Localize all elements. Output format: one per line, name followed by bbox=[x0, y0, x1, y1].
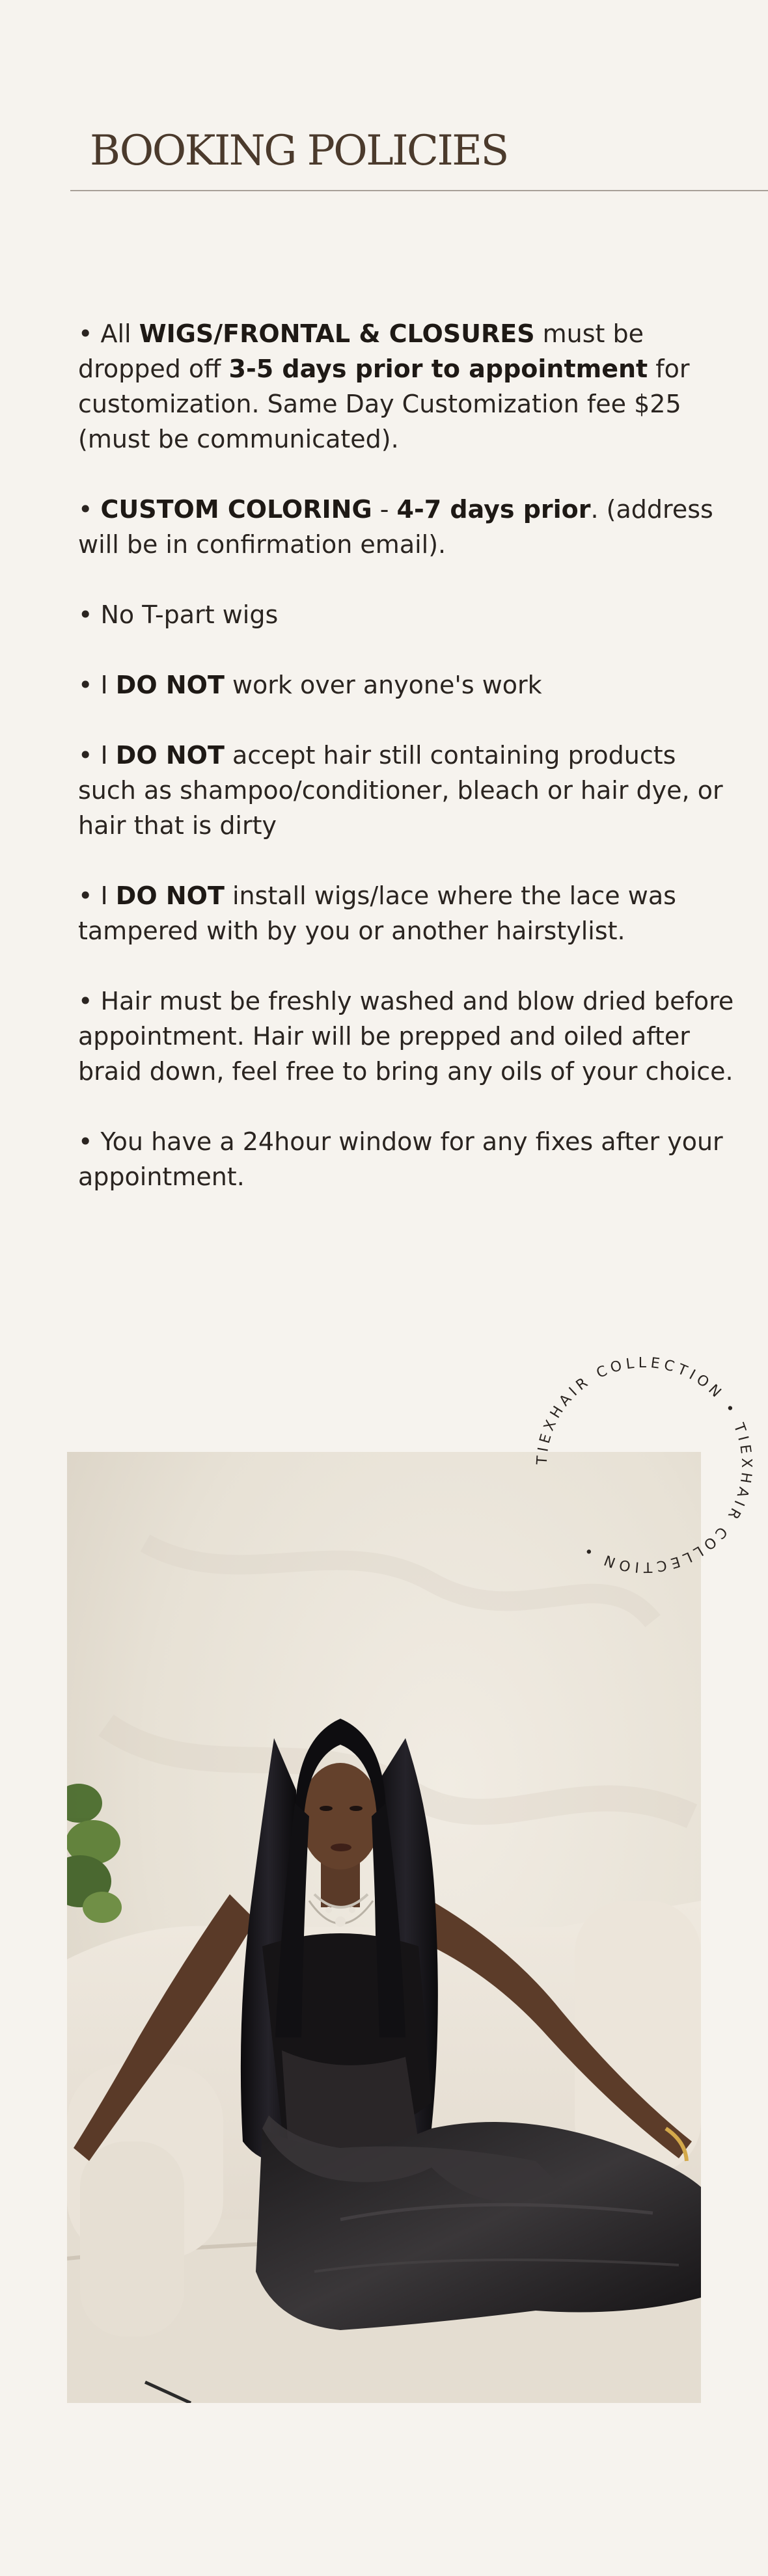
policy-wigs-item bbox=[78, 316, 735, 457]
policy-fixes-item bbox=[78, 1124, 735, 1194]
policy-text-bold: 3-5 days prior to appointment bbox=[228, 355, 648, 383]
policy-text-bold: CUSTOM COLORING bbox=[100, 495, 372, 524]
policy-text: • I bbox=[78, 881, 116, 910]
policy-text: - bbox=[372, 495, 397, 524]
policy-list bbox=[78, 316, 735, 1229]
policy-products-item bbox=[78, 738, 735, 843]
policy-t-part-item bbox=[78, 597, 735, 632]
policy-text: install wigs/lace where the lace was tampered with by you or another hairstylist. bbox=[78, 881, 676, 945]
policy-coloring-item bbox=[78, 492, 735, 562]
policy-text-bold: DO NOT bbox=[115, 671, 225, 699]
policy-text: • I bbox=[78, 741, 116, 770]
policy-text-bold: WIGS/FRONTAL & CLOSURES bbox=[139, 319, 535, 348]
policy-text: accept hair still containing products such as shampoo/conditioner, bleach or hair dye, or hair that is dirty bbox=[78, 741, 723, 840]
policy-text: for customization. Same Day Customization fee $25 (must be communicated). bbox=[78, 355, 690, 453]
policy-text: work over anyone's work bbox=[224, 671, 542, 699]
page-title: BOOKING POLICIES bbox=[90, 127, 508, 175]
svg-text:TIEXHAIR COLLECTION • TIEXHAIR bbox=[534, 1355, 754, 1575]
policy-text: • You have a 24hour window for any fixes after your appointment. bbox=[78, 1127, 723, 1191]
policy-text: must be dropped off bbox=[78, 319, 644, 383]
policy-text: • Hair must be freshly washed and blow dried before appointment. Hair will be prepped and oiled after braid down, feel free to bring any oils of your choice. bbox=[78, 987, 734, 1086]
policy-text: • I bbox=[78, 671, 116, 699]
title-divider bbox=[70, 190, 768, 191]
model-photo bbox=[67, 1452, 701, 2403]
brand-badge bbox=[521, 1341, 768, 1589]
policy-text: • bbox=[78, 495, 101, 524]
policy-text-bold: DO NOT bbox=[115, 741, 225, 770]
policy-text-bold: 4-7 days prior bbox=[396, 495, 591, 524]
policy-lace-item bbox=[78, 878, 735, 948]
policy-text: • All bbox=[78, 319, 139, 348]
policy-text-bold: DO NOT bbox=[115, 881, 225, 910]
badge-text: TIEXHAIR COLLECTION • TIEXHAIR COLLECTION • bbox=[534, 1354, 755, 1576]
policy-text: . (address will be in confirmation email). bbox=[78, 495, 713, 559]
policy-washed-item bbox=[78, 984, 735, 1089]
policy-text: • No T-part wigs bbox=[78, 600, 279, 629]
policy-others-work-item bbox=[78, 667, 735, 703]
